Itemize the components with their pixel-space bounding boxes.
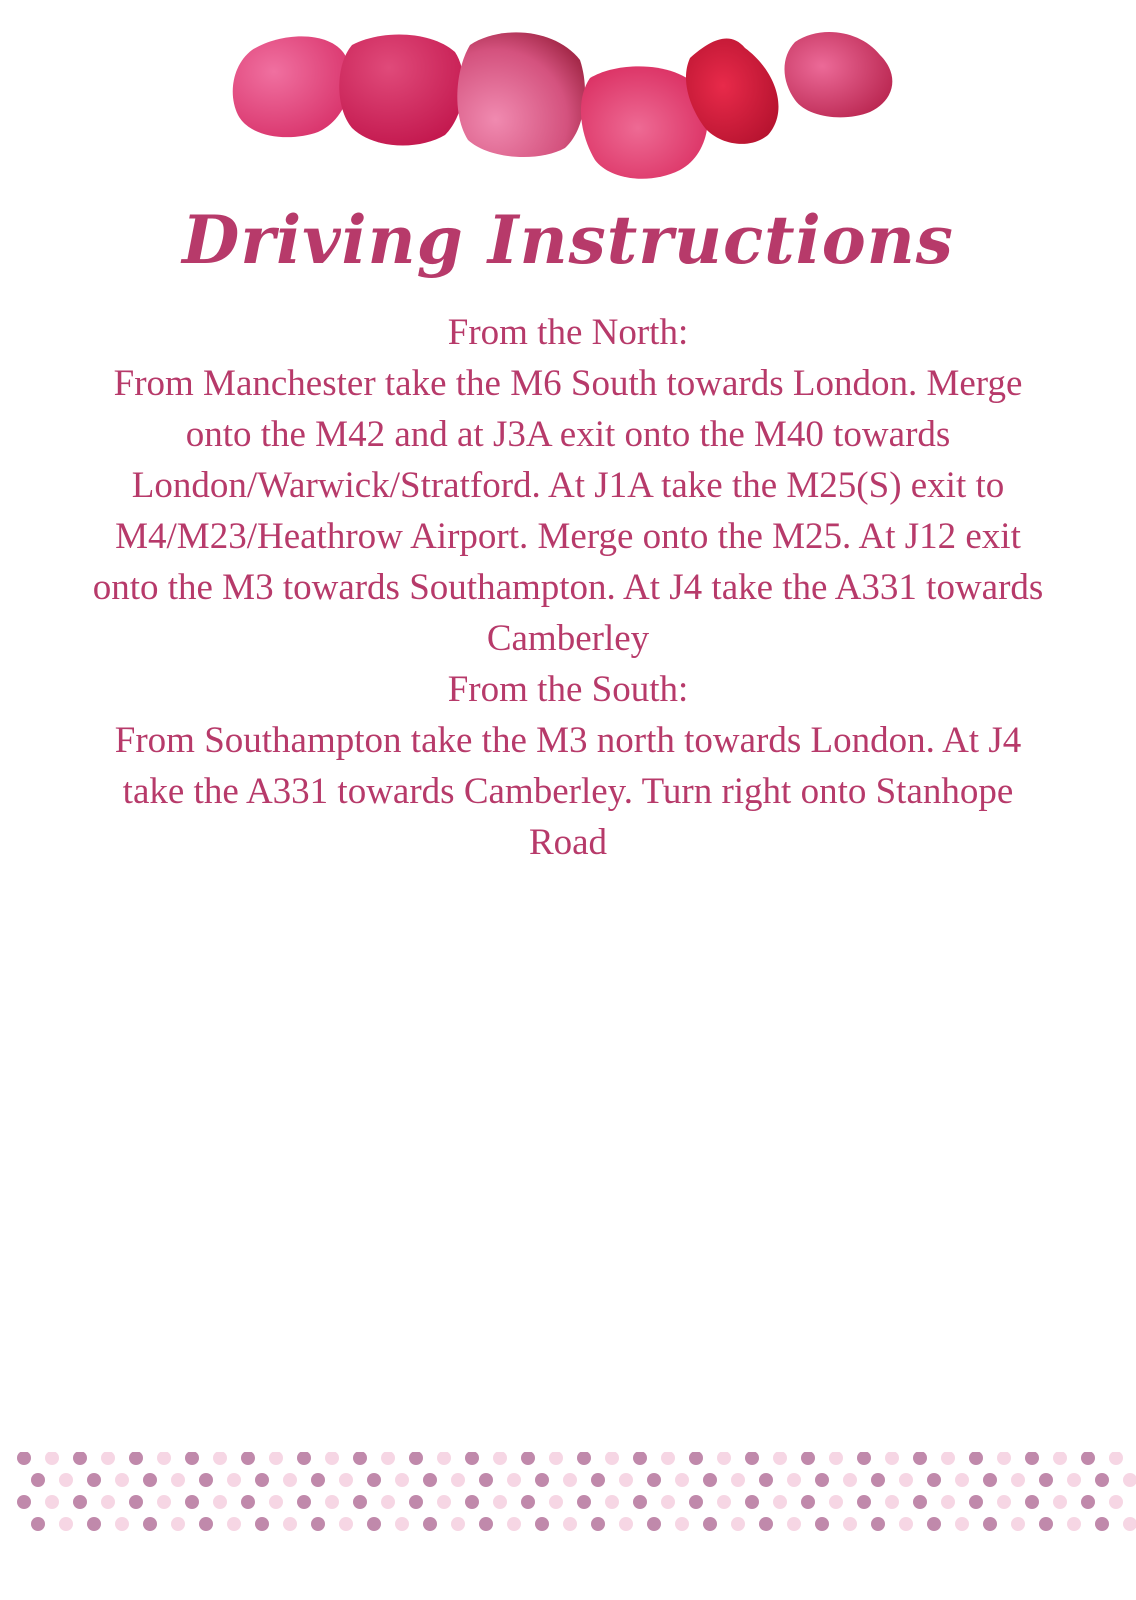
polka-dot [955, 1473, 969, 1487]
polka-dot [45, 1452, 59, 1465]
polka-dot [325, 1452, 339, 1465]
polka-dot-border [0, 1452, 1136, 1572]
polka-dot [885, 1495, 899, 1509]
polka-dot [185, 1452, 199, 1465]
polka-dot [871, 1517, 885, 1531]
polka-dot [1053, 1495, 1067, 1509]
polka-dot [633, 1495, 647, 1509]
polka-dot [815, 1517, 829, 1531]
polka-dot [437, 1495, 451, 1509]
polka-dot [605, 1495, 619, 1509]
polka-dot [269, 1452, 283, 1465]
polka-dot [353, 1495, 367, 1509]
polka-dot [325, 1495, 339, 1509]
polka-dot [1095, 1517, 1109, 1531]
polka-dot [983, 1473, 997, 1487]
polka-dot [311, 1473, 325, 1487]
polka-dot [213, 1495, 227, 1509]
polka-dot [17, 1495, 31, 1509]
polka-dot [339, 1517, 353, 1531]
driving-instructions-body [90, 307, 1046, 868]
polka-dot [815, 1473, 829, 1487]
polka-dot [913, 1495, 927, 1509]
polka-dot [689, 1452, 703, 1465]
polka-dot [87, 1473, 101, 1487]
polka-dot [157, 1495, 171, 1509]
polka-dot [577, 1452, 591, 1465]
polka-dot [591, 1517, 605, 1531]
polka-dot [395, 1517, 409, 1531]
polka-dot [535, 1517, 549, 1531]
section-heading-north: From the North: [447, 312, 689, 353]
polka-dot [1011, 1473, 1025, 1487]
polka-dot [1123, 1517, 1136, 1531]
polka-dot [171, 1473, 185, 1487]
polka-dot [479, 1473, 493, 1487]
polka-dot [185, 1495, 199, 1509]
polka-dot [521, 1495, 535, 1509]
polka-dot [1039, 1473, 1053, 1487]
polka-dot [549, 1495, 563, 1509]
polka-dot [241, 1452, 255, 1465]
polka-dot [143, 1517, 157, 1531]
polka-dot [997, 1495, 1011, 1509]
polka-dot [647, 1517, 661, 1531]
polka-dot [759, 1517, 773, 1531]
polka-dot [899, 1517, 913, 1531]
polka-dot [563, 1517, 577, 1531]
polka-dot [717, 1452, 731, 1465]
polka-dot [955, 1517, 969, 1531]
polka-dot [829, 1452, 843, 1465]
polka-dot [465, 1495, 479, 1509]
polka-dot [787, 1473, 801, 1487]
section-body-south: From Southampton take the M3 north towards London. At J4 take the A331 towards Camberley. Turn right onto Stanhope Road [114, 720, 1022, 863]
polka-dot [619, 1473, 633, 1487]
polka-dot [1025, 1452, 1039, 1465]
polka-dot [507, 1473, 521, 1487]
polka-dot [675, 1517, 689, 1531]
polka-dot [927, 1473, 941, 1487]
polka-dot [115, 1473, 129, 1487]
polka-dot [297, 1452, 311, 1465]
polka-dot [647, 1473, 661, 1487]
polka-dot [423, 1517, 437, 1531]
polka-dot [31, 1517, 45, 1531]
polka-dot [969, 1452, 983, 1465]
polka-dot [773, 1452, 787, 1465]
polka-dot [745, 1495, 759, 1509]
polka-dot [353, 1452, 367, 1465]
petal-3 [457, 32, 585, 157]
polka-dot [493, 1452, 507, 1465]
polka-dot [703, 1473, 717, 1487]
polka-dot [45, 1495, 59, 1509]
polka-dot [59, 1473, 73, 1487]
polka-dot [563, 1473, 577, 1487]
polka-dot [801, 1452, 815, 1465]
polka-dot [73, 1452, 87, 1465]
polka-dot [1025, 1495, 1039, 1509]
polka-dot [129, 1495, 143, 1509]
polka-dot [479, 1517, 493, 1531]
polka-dot [871, 1473, 885, 1487]
polka-dot [283, 1473, 297, 1487]
polka-dot [31, 1473, 45, 1487]
petal-6 [784, 32, 892, 117]
polka-dot [409, 1495, 423, 1509]
section-heading-south: From the South: [447, 669, 689, 710]
polka-dot [1011, 1517, 1025, 1531]
polka-dot [1067, 1517, 1081, 1531]
polka-dot [885, 1452, 899, 1465]
polka-dot [87, 1517, 101, 1531]
polka-dot [661, 1452, 675, 1465]
polka-dot [73, 1495, 87, 1509]
polka-dot [1123, 1473, 1136, 1487]
polka-dot [1095, 1473, 1109, 1487]
polka-dot [227, 1473, 241, 1487]
polka-dot [1081, 1452, 1095, 1465]
polka-dot [493, 1495, 507, 1509]
polka-dot [255, 1473, 269, 1487]
polka-dot [787, 1517, 801, 1531]
polka-dot [143, 1473, 157, 1487]
polka-dot [283, 1517, 297, 1531]
polka-dot [171, 1517, 185, 1531]
polka-dot [311, 1517, 325, 1531]
polka-dot [451, 1473, 465, 1487]
polka-dot [773, 1495, 787, 1509]
polka-dot [199, 1473, 213, 1487]
polka-dot [227, 1517, 241, 1531]
polka-dot [101, 1495, 115, 1509]
polka-dot [437, 1452, 451, 1465]
polka-dot [801, 1495, 815, 1509]
polka-dot [367, 1517, 381, 1531]
polka-dot [983, 1517, 997, 1531]
polka-dot [759, 1473, 773, 1487]
polka-dot [675, 1473, 689, 1487]
polka-dot [1109, 1452, 1123, 1465]
polka-dot [381, 1495, 395, 1509]
polka-dot [367, 1473, 381, 1487]
polka-dot [535, 1473, 549, 1487]
polka-dot [689, 1495, 703, 1509]
polka-dot [339, 1473, 353, 1487]
polka-dot [269, 1495, 283, 1509]
polka-dot [17, 1452, 31, 1465]
polka-dot [941, 1452, 955, 1465]
polka-dot [395, 1473, 409, 1487]
polka-dot [591, 1473, 605, 1487]
polka-dot [829, 1495, 843, 1509]
polka-dot [745, 1452, 759, 1465]
polka-dot [969, 1495, 983, 1509]
polka-dot [703, 1517, 717, 1531]
polka-dot [927, 1517, 941, 1531]
polka-dot [941, 1495, 955, 1509]
page-title: Driving Instructions [182, 201, 954, 279]
polka-dot [843, 1473, 857, 1487]
polka-dot [255, 1517, 269, 1531]
section-body-north: From Manchester take the M6 South towards London. Merge onto the M42 and at J3A exit onto the M40 towards London/Warwick/Stratford. At J1A take the M25(S) exit to M4/M23/Heathrow Airport. Merge onto the M25. At J12 exit onto the M3 towards Southampton. At J4 take the A331 towards Camberley [92, 363, 1044, 659]
polka-dot [115, 1517, 129, 1531]
polka-dot [101, 1452, 115, 1465]
polka-dot [157, 1452, 171, 1465]
polka-dot [1067, 1473, 1081, 1487]
petal-2 [339, 35, 463, 146]
polka-dot [843, 1517, 857, 1531]
polka-dot [1109, 1495, 1123, 1509]
polka-dot [465, 1452, 479, 1465]
polka-dot [521, 1452, 535, 1465]
polka-dot [241, 1495, 255, 1509]
polka-dot [857, 1495, 871, 1509]
polka-dot [717, 1495, 731, 1509]
polka-dot [213, 1452, 227, 1465]
polka-dot [661, 1495, 675, 1509]
polka-dot [1039, 1517, 1053, 1531]
polka-dot [409, 1452, 423, 1465]
polka-dot [381, 1452, 395, 1465]
polka-dot [899, 1473, 913, 1487]
polka-dot [451, 1517, 465, 1531]
polka-dot [731, 1473, 745, 1487]
polka-dot [1081, 1495, 1095, 1509]
polka-dot [199, 1517, 213, 1531]
polka-dot [731, 1517, 745, 1531]
polka-dot [549, 1452, 563, 1465]
polka-dot [605, 1452, 619, 1465]
polka-dot [59, 1517, 73, 1531]
petal-1 [233, 36, 350, 137]
rose-petals-decoration [0, 0, 1136, 200]
polka-dot [1053, 1452, 1067, 1465]
polka-dot [423, 1473, 437, 1487]
polka-dot [913, 1452, 927, 1465]
polka-dot [129, 1452, 143, 1465]
polka-dot [997, 1452, 1011, 1465]
polka-dot [633, 1452, 647, 1465]
polka-dot [619, 1517, 633, 1531]
polka-dot [577, 1495, 591, 1509]
polka-dot [507, 1517, 521, 1531]
polka-dot [857, 1452, 871, 1465]
polka-dot [297, 1495, 311, 1509]
